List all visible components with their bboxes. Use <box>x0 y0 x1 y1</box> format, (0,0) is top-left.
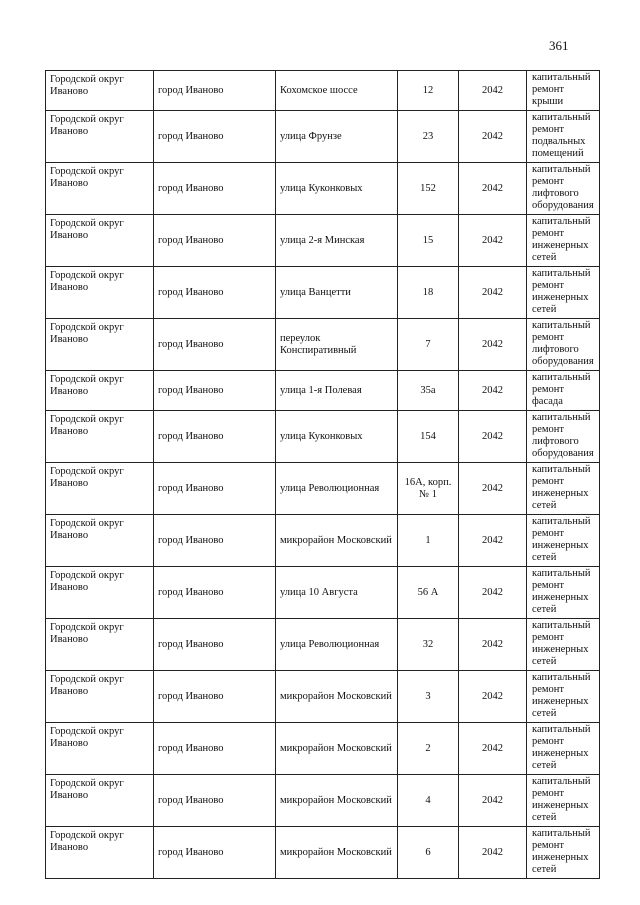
city-cell: город Иваново <box>154 827 276 879</box>
work-type-cell: капитальный ремонт инженерных сетей <box>527 671 600 723</box>
okrug-cell: Городской округ Иваново <box>46 827 154 879</box>
house-number-cell: 2 <box>398 723 459 775</box>
city-cell: город Иваново <box>154 567 276 619</box>
table-row <box>46 775 600 827</box>
house-number-cell: 154 <box>398 411 459 463</box>
table-row <box>46 723 600 775</box>
okrug-cell: Городской округ Иваново <box>46 775 154 827</box>
street-cell: улица 2-я Минская <box>276 215 398 267</box>
street-cell: улица 1-я Полевая <box>276 371 398 411</box>
okrug-cell: Городской округ Иваново <box>46 267 154 319</box>
house-number-cell: 18 <box>398 267 459 319</box>
work-type-cell: капитальный ремонт лифтового оборудования <box>527 319 600 371</box>
year-cell: 2042 <box>459 267 527 319</box>
street-cell: микрорайон Московский <box>276 723 398 775</box>
okrug-cell: Городской округ Иваново <box>46 463 154 515</box>
city-cell: город Иваново <box>154 515 276 567</box>
city-cell: город Иваново <box>154 71 276 111</box>
house-number-cell: 23 <box>398 111 459 163</box>
year-cell: 2042 <box>459 515 527 567</box>
city-cell: город Иваново <box>154 671 276 723</box>
city-cell: город Иваново <box>154 723 276 775</box>
work-type-cell: капитальный ремонт инженерных сетей <box>527 619 600 671</box>
okrug-cell: Городской округ Иваново <box>46 111 154 163</box>
street-cell: улица Куконковых <box>276 163 398 215</box>
street-cell: микрорайон Московский <box>276 827 398 879</box>
house-number-cell: 4 <box>398 775 459 827</box>
city-cell: город Иваново <box>154 411 276 463</box>
street-cell: переулок Конспиративный <box>276 319 398 371</box>
street-cell: улица Революционная <box>276 619 398 671</box>
work-type-cell: капитальный ремонт инженерных сетей <box>527 775 600 827</box>
year-cell: 2042 <box>459 567 527 619</box>
table-row <box>46 319 600 371</box>
table-row <box>46 111 600 163</box>
year-cell: 2042 <box>459 163 527 215</box>
city-cell: город Иваново <box>154 163 276 215</box>
house-number-cell: 1 <box>398 515 459 567</box>
table-row <box>46 163 600 215</box>
work-type-cell: капитальный ремонт лифтового оборудования <box>527 163 600 215</box>
street-cell: улица 10 Августа <box>276 567 398 619</box>
page-number: 361 <box>549 38 569 53</box>
table-row <box>46 515 600 567</box>
table-row <box>46 71 600 111</box>
okrug-cell: Городской округ Иваново <box>46 411 154 463</box>
table-row <box>46 827 600 879</box>
work-type-cell: капитальный ремонт инженерных сетей <box>527 827 600 879</box>
city-cell: город Иваново <box>154 463 276 515</box>
city-cell: город Иваново <box>154 267 276 319</box>
work-type-cell: капитальный ремонт инженерных сетей <box>527 567 600 619</box>
house-number-cell: 15 <box>398 215 459 267</box>
okrug-cell: Городской округ Иваново <box>46 723 154 775</box>
house-number-cell: 16А, корп. № 1 <box>398 463 459 515</box>
table-row <box>46 371 600 411</box>
year-cell: 2042 <box>459 411 527 463</box>
street-cell: улица Революционная <box>276 463 398 515</box>
house-number-cell: 152 <box>398 163 459 215</box>
year-cell: 2042 <box>459 71 527 111</box>
work-type-cell: капитальный ремонт крыши <box>527 71 600 111</box>
work-type-cell: капитальный ремонт инженерных сетей <box>527 463 600 515</box>
year-cell: 2042 <box>459 723 527 775</box>
city-cell: город Иваново <box>154 619 276 671</box>
street-cell: микрорайон Московский <box>276 775 398 827</box>
table-row <box>46 619 600 671</box>
city-cell: город Иваново <box>154 775 276 827</box>
house-number-cell: 32 <box>398 619 459 671</box>
year-cell: 2042 <box>459 371 527 411</box>
work-type-cell: капитальный ремонт лифтового оборудования <box>527 411 600 463</box>
okrug-cell: Городской округ Иваново <box>46 515 154 567</box>
house-number-cell: 35а <box>398 371 459 411</box>
city-cell: город Иваново <box>154 319 276 371</box>
table-row <box>46 267 600 319</box>
house-number-cell: 6 <box>398 827 459 879</box>
year-cell: 2042 <box>459 463 527 515</box>
okrug-cell: Городской округ Иваново <box>46 671 154 723</box>
house-number-cell: 12 <box>398 71 459 111</box>
work-type-cell: капитальный ремонт инженерных сетей <box>527 215 600 267</box>
okrug-cell: Городской округ Иваново <box>46 567 154 619</box>
year-cell: 2042 <box>459 215 527 267</box>
table-row <box>46 671 600 723</box>
year-cell: 2042 <box>459 775 527 827</box>
table-row <box>46 567 600 619</box>
street-cell: улица Куконковых <box>276 411 398 463</box>
year-cell: 2042 <box>459 111 527 163</box>
repair-schedule-table <box>45 70 600 879</box>
table-row <box>46 215 600 267</box>
year-cell: 2042 <box>459 619 527 671</box>
street-cell: микрорайон Московский <box>276 671 398 723</box>
year-cell: 2042 <box>459 827 527 879</box>
city-cell: город Иваново <box>154 371 276 411</box>
street-cell: улица Фрунзе <box>276 111 398 163</box>
street-cell: улица Ванцетти <box>276 267 398 319</box>
street-cell: микрорайон Московский <box>276 515 398 567</box>
city-cell: город Иваново <box>154 215 276 267</box>
table-row <box>46 411 600 463</box>
house-number-cell: 3 <box>398 671 459 723</box>
okrug-cell: Городской округ Иваново <box>46 215 154 267</box>
house-number-cell: 7 <box>398 319 459 371</box>
work-type-cell: капитальный ремонт подвальных помещений <box>527 111 600 163</box>
year-cell: 2042 <box>459 319 527 371</box>
year-cell: 2042 <box>459 671 527 723</box>
okrug-cell: Городской округ Иваново <box>46 319 154 371</box>
work-type-cell: капитальный ремонт инженерных сетей <box>527 267 600 319</box>
okrug-cell: Городской округ Иваново <box>46 163 154 215</box>
okrug-cell: Городской округ Иваново <box>46 619 154 671</box>
table-row <box>46 463 600 515</box>
work-type-cell: капитальный ремонт фасада <box>527 371 600 411</box>
city-cell: город Иваново <box>154 111 276 163</box>
table-body <box>46 71 600 879</box>
house-number-cell: 56 А <box>398 567 459 619</box>
work-type-cell: капитальный ремонт инженерных сетей <box>527 723 600 775</box>
work-type-cell: капитальный ремонт инженерных сетей <box>527 515 600 567</box>
okrug-cell: Городской округ Иваново <box>46 71 154 111</box>
street-cell: Кохомское шоссе <box>276 71 398 111</box>
okrug-cell: Городской округ Иваново <box>46 371 154 411</box>
